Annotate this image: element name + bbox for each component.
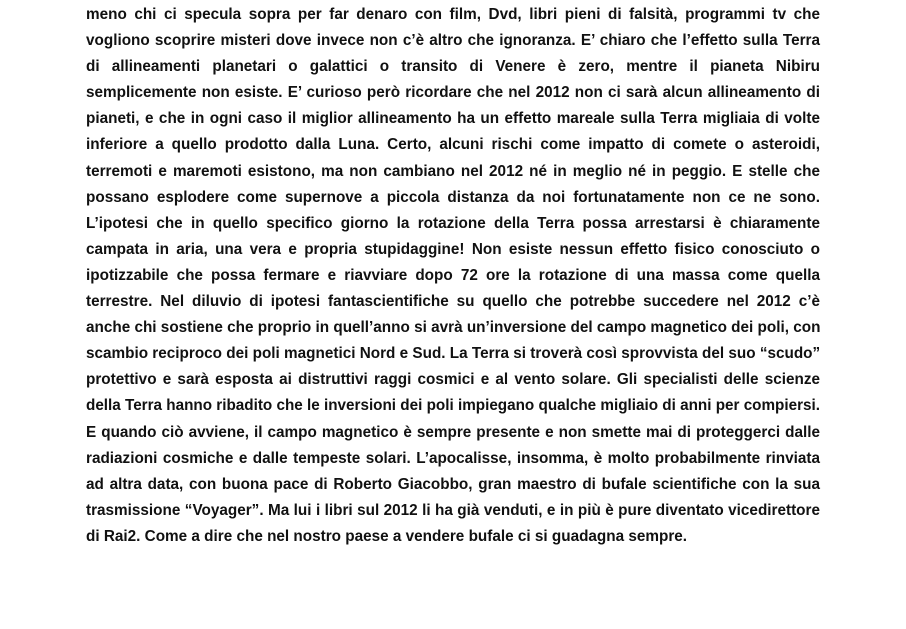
text-line: E quando ciò avviene, il campo magnetico è sempre presente e non smette mai di proteggerci dalle [86,423,820,441]
text-line: terrestre. Nel diluvio di ipotesi fantascientifiche su quello che potrebbe succedere nel 2012 c’è [86,293,820,311]
text-line: ad altra data, con buona pace di Roberto Giacobbo, gran maestro di bufale scientifiche con la sua [86,475,820,493]
text-line: meno chi ci specula sopra per far denaro con film, Dvd, libri pieni di falsità, programmi tv che [86,6,820,23]
text-line: L’ipotesi che in quello specifico giorno la rotazione della Terra possa arrestarsi è chiaramente [86,214,820,232]
text-line: scambio reciproco dei poli magnetici Nord e Sud. La Terra si troverà così sprovvista del suo “scudo” [86,345,821,363]
text-line-last: di Rai2. Come a dire che nel nostro paese a vendere bufale ci si guadagna sempre. [86,527,688,545]
text-line: possano esplodere come supernove a piccola distanza da noi fortunatamente non ce ne sono. [86,188,820,206]
document-page [86,2,820,550]
text-line: trasmissione “Voyager”. Ma lui i libri sul 2012 li ha già venduti, e in più è pure diventato vicedirettore [86,501,820,519]
text-line: ipotizzabile che possa fermare e riavviare dopo 72 ore la rotazione di una massa come quella [86,266,820,284]
text-line: della Terra hanno ribadito che le inversioni dei poli impiegano qualche migliaio di anni per compiersi. [86,397,820,415]
text-line: vogliono scoprire misteri dove invece non c’è altro che ignoranza. E’ chiaro che l’effetto sulla Terra [86,32,820,50]
text-line: anche chi sostiene che proprio in quell’anno si avrà un’inversione del campo magnetico dei poli, con [86,319,821,337]
text-line: campata in aria, una vera e propria stupidaggine! Non esiste nessun effetto fisico conosciuto o [86,240,820,258]
text-line: radiazioni cosmiche e dalle tempeste solari. L’apocalisse, insomma, è molto probabilmente rinviata [86,449,820,467]
text-line: semplicemente non esiste. E’ curioso però ricordare che nel 2012 non ci sarà alcun allineamento di [86,84,820,102]
text-line: di allineamenti planetari o galattici o transito di Venere è zero, mentre il pianeta Nibiru [86,58,820,76]
text-line: protettivo e sarà esposta ai distruttivi raggi cosmici e al vento solare. Gli specialisti delle scienze [86,371,820,389]
text-line: terremoti e maremoti esistono, ma non cambiano nel 2012 né in meglio né in peggio. E stelle che [86,162,820,180]
text-line: inferiore a quello prodotto dalla Luna. Certo, alcuni rischi come impatto di comete o asteroidi, [86,136,820,154]
text-line: pianeti, e che in ogni caso il miglior allineamento ha un effetto mareale sulla Terra migliaia di volte [86,110,820,128]
body-paragraph [86,2,820,550]
